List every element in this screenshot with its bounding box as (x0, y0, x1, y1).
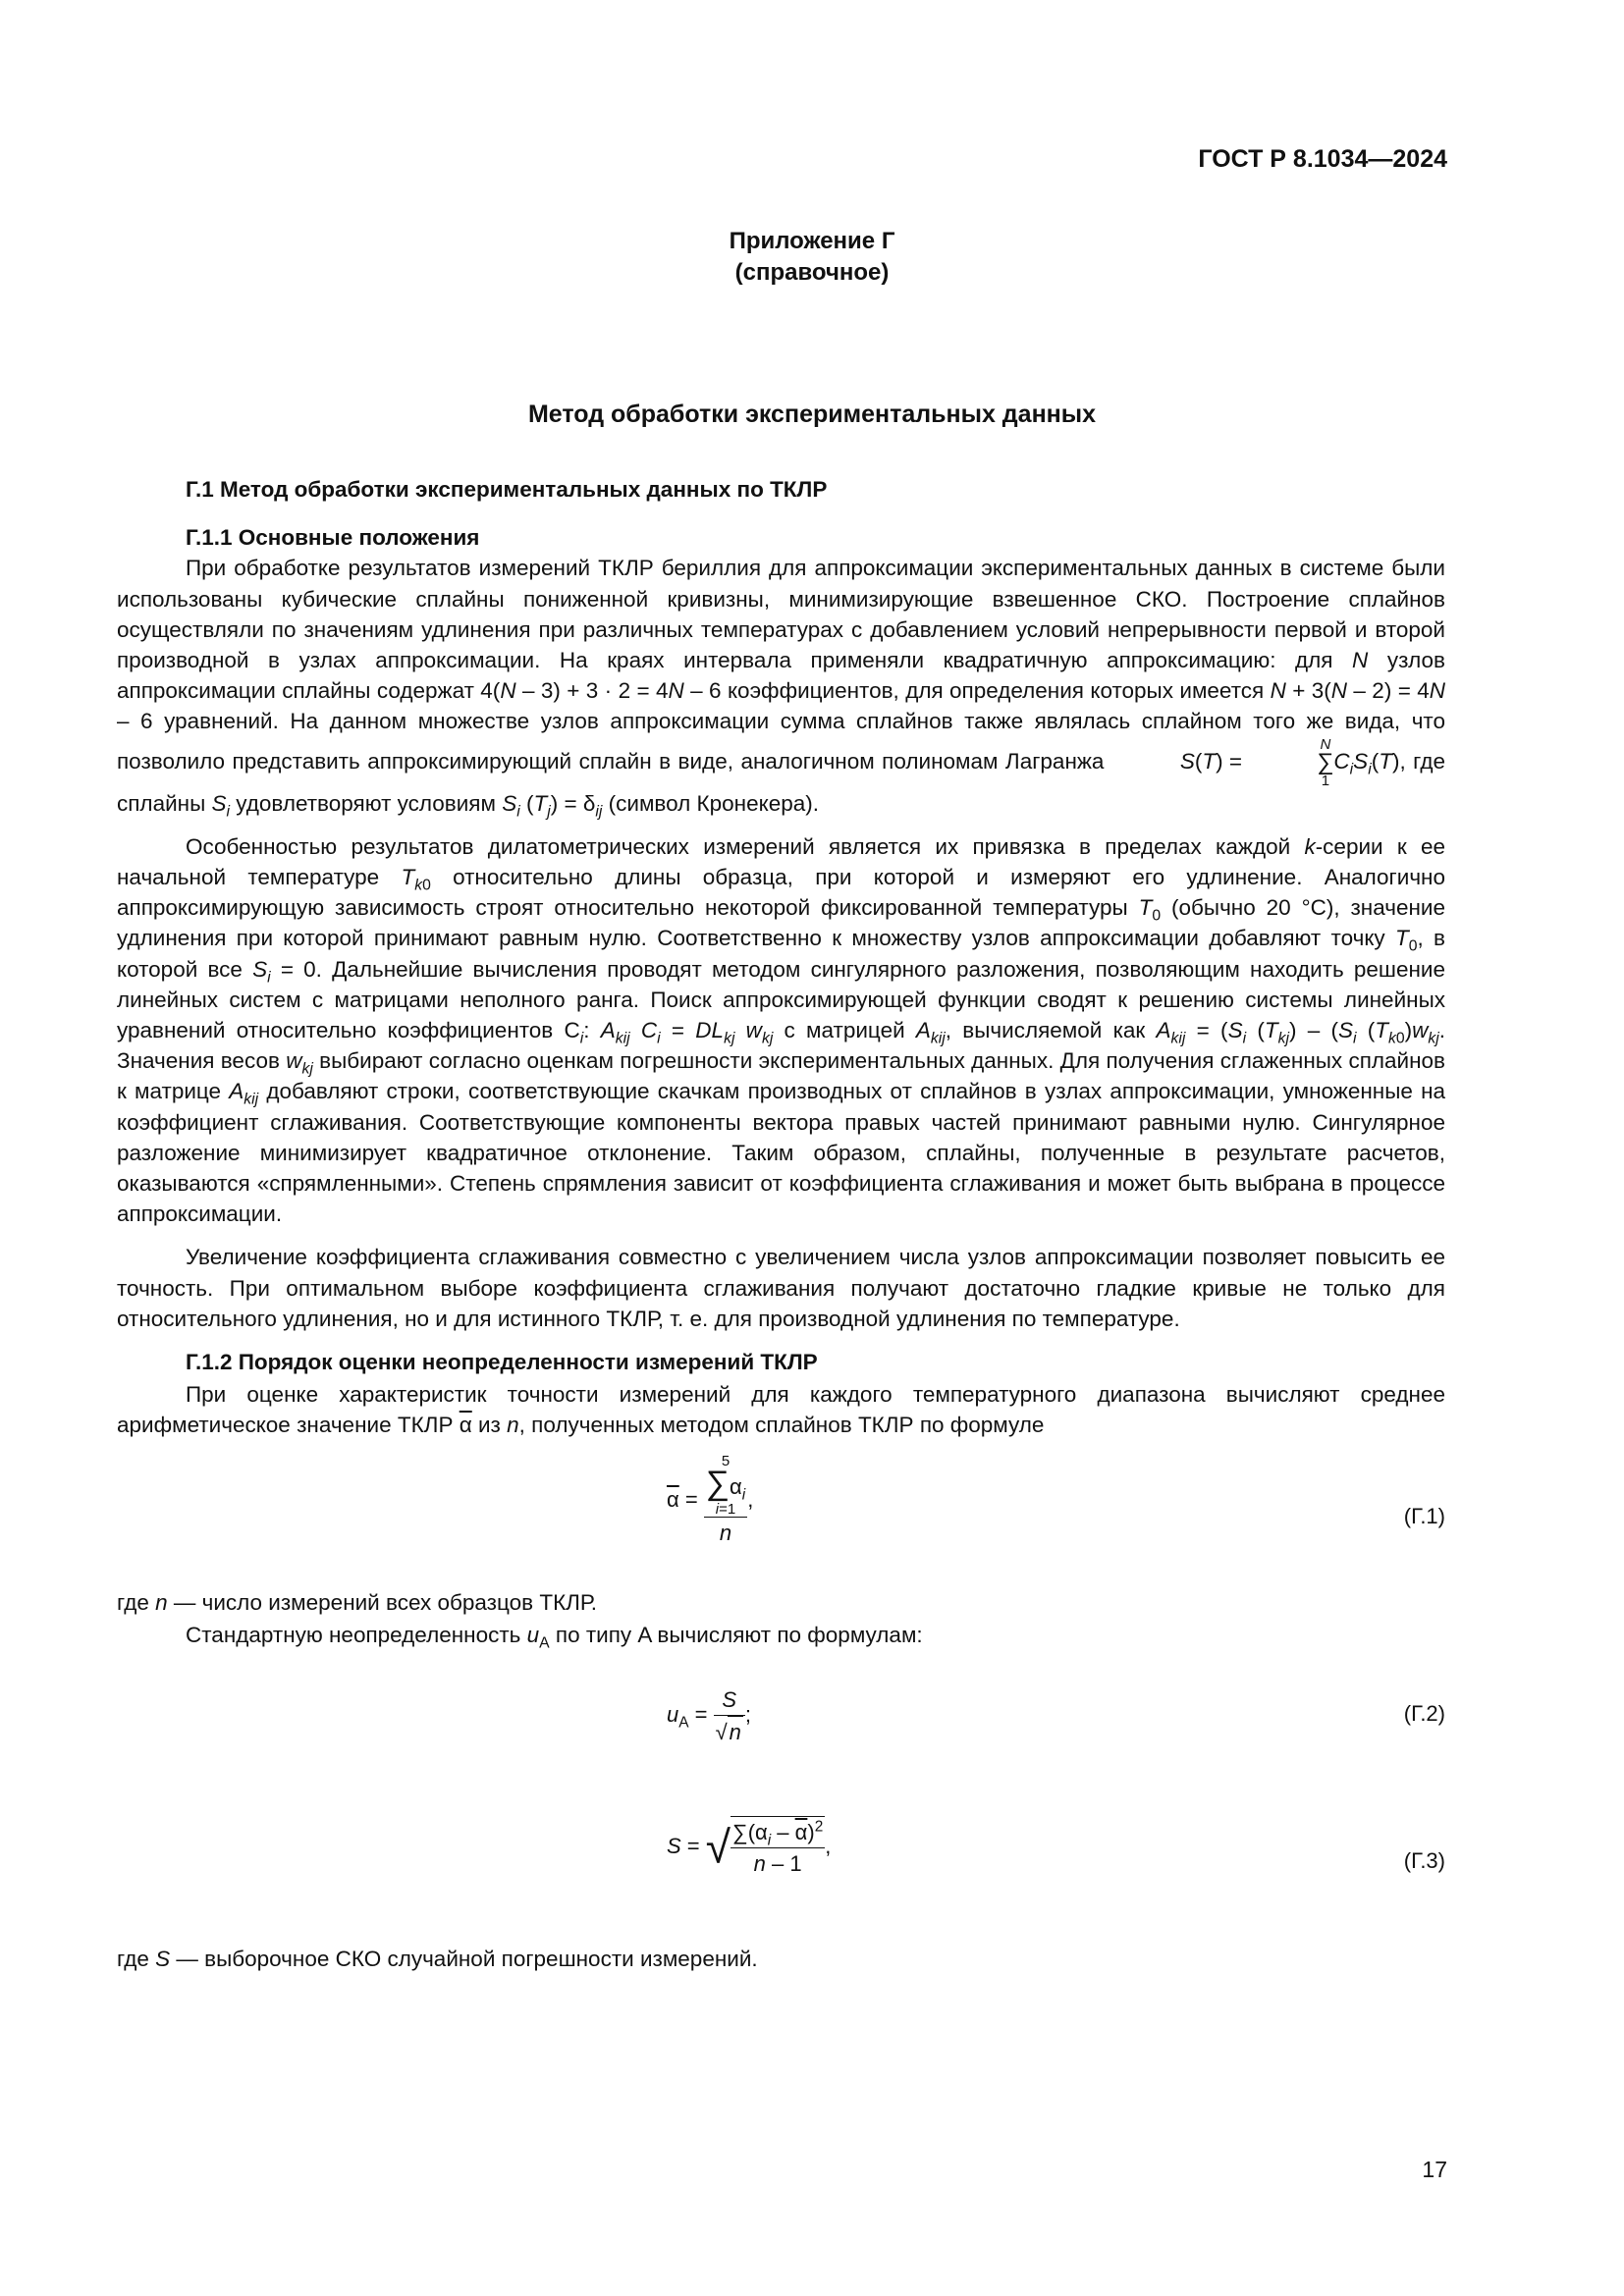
document-title: Метод обработки экспериментальных данных (527, 400, 1097, 428)
paragraph: При обработке результатов измерений ТКЛР бериллия для аппроксимации экспериментальных данных в системе были использованы кубические сплайны пониженной кривизны, минимизирующие взвешенное СКО. Построение сплайнов осуществляли по значениям удлинения при различных температурах с добавлением условий непрерывности первой и второй производной в узлах аппроксимации. На краях интервала применяли квадратичную аппроксимацию: для N узлов аппроксимации сплайны содержат 4(N – 3) + 3 · 2 = 4N – 6 коэффициентов, для определения которых имеется N + 3(N – 2) = 4N – 6 уравнений. На данном множестве узлов аппроксимации сумма сплайнов также являлась сплайном того же вида, что позволило представить аппроксимирующий сплайн в виде, аналогичном полиномам Лагранжа S(T) = N ∑ 1 $C_iS_i(T)$, где сплайны $S_i$ удовлетворяют условиям $S_i$ $(T_j) = \delta_{ij}$ (символ Кронекера). (117, 556, 1445, 821)
document-body (117, 474, 1445, 1987)
formula-g1: $\overline{\alpha}$ = 5 $\sum\alpha_i$ i=1 n , (Г.1) (667, 1452, 1445, 1545)
section-heading-g11: Г.1.1 Основные положения (186, 525, 480, 551)
formula-number-g3: (Г.3) (1403, 1848, 1445, 1874)
document-header-code: ГОСТ Р 8.1034—2024 (1198, 145, 1447, 173)
annex-title: Приложение Г (729, 228, 895, 254)
paragraph: При оценке характеристик точности измерений для каждого температурного диапазона вычисляют среднее арифметическое значение ТКЛР $\overline{\alpha}$ из n, полученных методом сплайнов ТКЛР по формуле (117, 1382, 1445, 1438)
formula-number-g2: (Г.2) (1403, 1701, 1445, 1727)
lagrange-formula: S(T) = N ∑ 1 $C_iS_i(T)$ (1179, 735, 1400, 789)
formula-number-g1: (Г.1) (1403, 1503, 1445, 1528)
paragraph: где S — выборочное СКО случайной погрешности измерений. (117, 1947, 758, 1972)
formula-g2: $u_A$ = $\frac{S}{√n}$ ; (Г.2) (117, 1663, 1445, 1771)
section-heading-g1: Г.1 Метод обработки экспериментальных данных по ТКЛР (186, 477, 828, 502)
annex-heading (0, 226, 1624, 289)
paragraph: Стандартную неопределенность $u_A$ по типу A вычисляют по формулам: (186, 1622, 923, 1652)
annex-subtitle: (справочное) (734, 259, 890, 286)
formula-g3: S = √ $\frac{\sum(\alpha_i - \overline{\alpha})^2}{n - 1}$ , (Г.3) (117, 1810, 1445, 1928)
page-number: 17 (1422, 2157, 1447, 2182)
paragraph: Увеличение коэффициента сглаживания совместно с увеличением числа узлов аппроксимации позволяет повысить ее точность. При оптимальном выборе коэффициента сглаживания получают достаточно гладкие кривые не только для относительного удлинения, но и для истинного ТКЛР, т. е. для производной удлинения по температуре. (117, 1245, 1445, 1331)
paragraph: где n — число измерений всех образцов ТКЛР. (117, 1589, 597, 1615)
section-heading-g12: Г.1.2 Порядок оценки неопределенности измерений ТКЛР (186, 1350, 818, 1375)
paragraph: Особенностью результатов дилатометрических измерений является их привязка в пределах каждой k-серии к ее начальной температуре $T_{k0}$ относительно длины образца, при которой и измеряют его удлинение. Аналогично аппроксимирующую зависимость строят относительно некоторой фиксированной температуры $T_0$ (обычно 20 °C), значение удлинения при которой принимают равным нулю. Соответственно к множеству узлов аппроксимации добавляют точку $T_0$, в которой все $S_i = 0$. Дальнейшие вычисления проводят методом сингулярного разложения, позволяющим находить решение линейных систем с матрицами неполного ранга. Поиск аппроксимирующей функции сводят к решению системы линейных уравнений относительно коэффициентов $C_i$: $A_{kij}$ $C_i = DL_{kj}$ $w_{kj}$ с матрицей $A_{kij}$, вычисляемой как $A_{kij} = (S_i$ $(T_{kj}) - (S_i$ $(T_{k0})w_{kj}$. Значения весов $w_{kj}$ выбирают согласно оценкам погрешности экспериментальных данных. Для получения сглаженных сплайнов к матрице $A_{kij}$ добавляют строки, соответствующие скачкам производных от сплайнов в узлах аппроксимации, умноженные на коэффициент сглаживания. Соответствующие компоненты вектора правых частей принимают равными нулю. Сингулярное разложение минимизирует квадратичное отклонение. Таким образом, сплайны, полученные в результате расчетов, оказываются «спрямленными». Степень спрямления зависит от коэффициента сглаживания и может быть выбрана в процессе аппроксимации. (117, 833, 1446, 1227)
